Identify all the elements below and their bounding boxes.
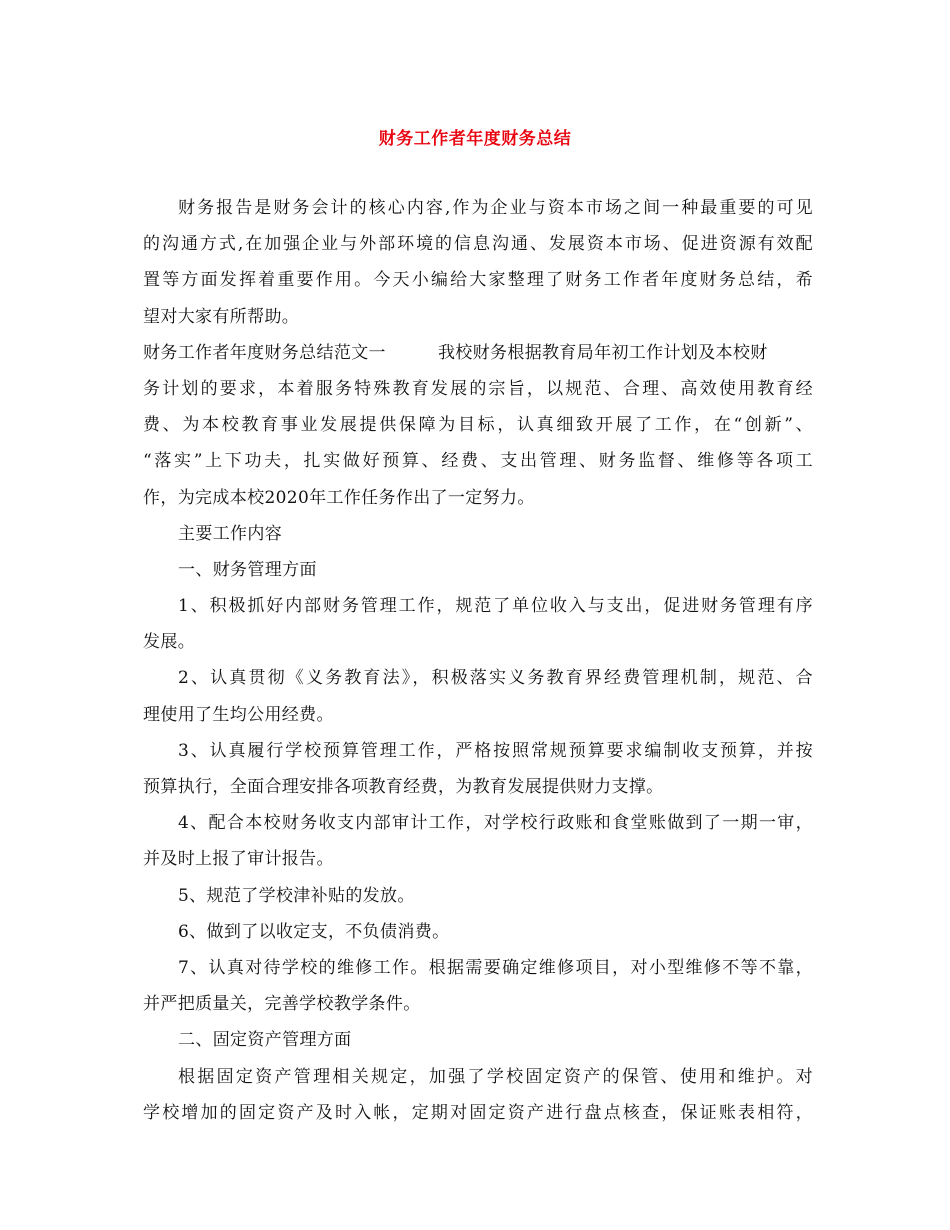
- text-line: 望对大家有所帮助。: [143, 306, 300, 327]
- section-heading: 二、固定资产管理方面: [178, 1030, 352, 1051]
- text-line: 作，为完成本校2020年工作任务作出了一定努力。: [143, 487, 535, 508]
- text-line: 务计划的要求，本着服务特殊教育发展的宗旨，以规范、合理、高效使用教育经: [143, 378, 813, 399]
- text-line: 7、认真对待学校的维修工作。根据需要确定维修项目，对小型维修不等不靠，: [178, 957, 813, 978]
- text-line: 置等方面发挥着重要作用。今天小编给大家整理了财务工作者年度财务总结，希: [143, 270, 813, 291]
- text-line: 3、认真履行学校预算管理工作，严格按照常规预算要求编制收支预算，并按: [178, 740, 813, 761]
- text-line: 学校增加的固定资产及时入帐，定期对固定资产进行盘点核查，保证账表相符，: [143, 1102, 813, 1123]
- text-line: 5、规范了学校津补贴的发放。: [178, 885, 415, 906]
- text-line: 根据固定资产管理相关规定，加强了学校固定资产的保管、使用和维护。对: [178, 1066, 813, 1087]
- section-heading: 一、财务管理方面: [178, 559, 317, 580]
- text-line: 预算执行，全面合理安排各项教育经费，为教育发展提供财力支撑。: [143, 777, 664, 797]
- text-line: 的沟通方式,在加强企业与外部环境的信息沟通、发展资本市场、促进资源有效配: [143, 234, 813, 255]
- text-line: 并严把质量关，完善学校教学条件。: [143, 994, 421, 1015]
- text-line: 4、配合本校财务收支内部审计工作，对学校行政账和食堂账做到了一期一审，: [178, 813, 813, 834]
- text-line: 财务工作者年度财务总结范文一 我校财务根据教育局年初工作计划及本校财: [143, 342, 768, 363]
- text-line: 6、做到了以收定支，不负债消费。: [178, 921, 450, 942]
- text-line: 财务报告是财务会计的核心内容,作为企业与资本市场之间一种最重要的可见: [178, 198, 813, 218]
- text-line: 理使用了生均公用经费。: [143, 704, 334, 725]
- document-body: [143, 190, 813, 1131]
- document-title: 财务工作者年度财务总结: [378, 129, 572, 149]
- text-line: “落实”上下功夫，扎实做好预算、经费、支出管理、财务监督、维修等各项工: [143, 451, 813, 472]
- text-line: 并及时上报了审计报告。: [143, 849, 334, 870]
- text-line: 1、积极抓好内部财务管理工作，规范了单位收入与支出，促进财务管理有序: [178, 596, 813, 617]
- text-line: 发展。: [143, 632, 196, 653]
- text-line: 2、认真贯彻《义务教育法》，积极落实义务教育界经费管理机制，规范、合: [178, 668, 813, 689]
- section-heading: 主要工作内容: [178, 523, 283, 544]
- text-line: 费、为本校教育事业发展提供保障为目标，认真细致开展了工作，在“创新”、: [143, 415, 813, 436]
